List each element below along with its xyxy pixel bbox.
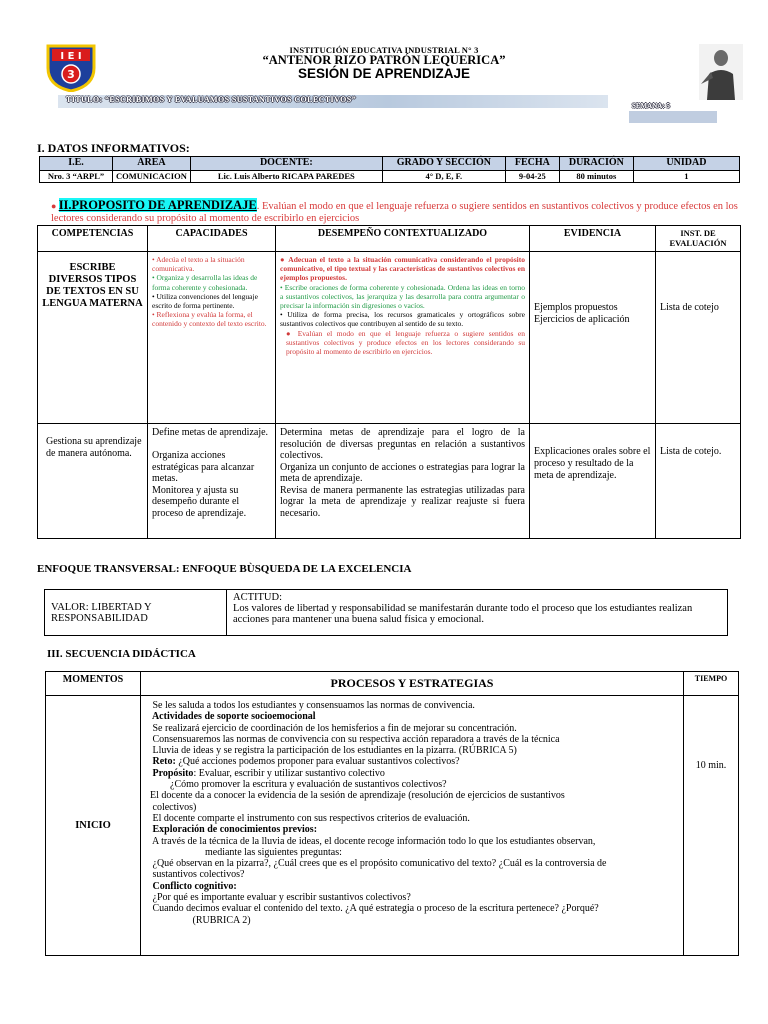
session-topic: TITULO: “ESCRIBIMOS Y EVALUAMOS SUSTANTIVOS COLECTIVOS” <box>66 95 356 104</box>
inicio-line: El docente da a conocer la evidencia de la sesión de aprendizaje (resolución de ejercicios de sustantivos <box>145 790 565 802</box>
capacidades-list <box>148 252 276 424</box>
desempeno-gestiona: Determina metas de aprendizaje para el logro de la resolución de diversas preguntas en relación a sustantivos colectivos. Organiza un conjunto de acciones o estrategias para lograr la meta de aprendizaje. Revisa de manera permanente las estrategias utilizadas para lograr la meta de aprendizaje y realizar reajuste si fuera necesario. <box>276 424 530 539</box>
col-evidencia: EVIDENCIA <box>530 226 656 252</box>
session-title: SESIÓN DE APRENDIZAJE <box>297 66 471 81</box>
inicio-line: (RUBRICA 2) <box>145 914 251 926</box>
cell-duracion: 80 minutos <box>559 171 633 183</box>
inicio-line: Se les saluda a todos los estudiantes y consensuamos las normas de convivencia. <box>145 700 475 711</box>
semana-box <box>629 111 717 123</box>
inicio-line: Conflicto cognitivo: <box>145 880 237 892</box>
cell-area: COMUNICACION <box>113 171 191 183</box>
desempeno-item: ● Adecuan el texto a la situación comunicativa considerando el propósito comunicativo, el tipo textual y las características de sustantivos colectivos en ejemplos propuestos. <box>280 255 525 283</box>
inicio-row <box>46 696 739 956</box>
capacidad-item: • Organiza y desarrolla las ideas de forma coherente y cohesionada. <box>152 273 258 292</box>
datos-header-row <box>40 157 740 171</box>
proposito-label: II.PROPOSITO DE APRENDIZAJE <box>58 198 257 212</box>
col-capacidades: CAPACIDADES <box>148 226 276 252</box>
capacidad-item: • Utiliza convenciones del lenguaje escrito de forma pertinente. <box>152 291 258 311</box>
inicio-line: sustantivos colectivos? <box>145 869 245 881</box>
inicio-line: colectivos) <box>145 801 197 813</box>
cell-fecha: 9-04-25 <box>505 171 559 183</box>
tiempo-inicio: 10 min. <box>684 696 739 956</box>
school-name: “ANTENOR RIZO PATRÓN LEQUERICA” <box>262 53 506 67</box>
col-tiempo: TIEMPO <box>684 672 739 696</box>
inicio-line: Cuando decimos evaluar el contenido del texto. ¿A qué estrategia o proceso de la escritura pertenece? ¿Porqué? <box>145 903 599 915</box>
competencias-header-row <box>38 226 741 252</box>
col-grado: GRADO Y SECCIÓN <box>382 157 505 171</box>
col-area: ÁREA <box>113 157 191 171</box>
instrumento-1: Lista de cotejo <box>656 252 741 424</box>
competencia-escribe: ESCRIBE DIVERSOS TIPOS DE TEXTOS EN SU LENGUA MATERNA <box>38 252 148 424</box>
inicio-line: El docente comparte el instrumento con sus respectivos criterios de evaluación. <box>145 812 470 824</box>
desempeno-list <box>276 252 530 424</box>
logo-number: 3 <box>67 68 75 81</box>
inicio-line: Propósito: Evaluar, escribir y utilizar sustantivo colectivo <box>152 767 385 779</box>
evidencia-2: Explicaciones orales sobre el proceso y resultado de la meta de aprendizaje. <box>530 424 656 539</box>
inicio-line: Se realizará ejercicio de coordinación de los hemisferios a fin de mejorar su concentración. <box>145 722 517 734</box>
secuencia-table <box>45 671 739 956</box>
inicio-line: Consensuaremos las normas de convivencia con su respectiva acción reparadora a través de la técnica <box>145 733 560 745</box>
valor: VALOR: LIBERTAD Y RESPONSABILIDAD <box>45 590 227 636</box>
momento-inicio: INICIO <box>46 696 141 956</box>
col-fecha: FECHA <box>505 157 559 171</box>
col-ie: I.E. <box>40 157 113 171</box>
inicio-line: ¿Cómo promover la escritura y evaluación de sustantivos colectivos? <box>145 779 447 791</box>
proposito-text: . Evalúan el modo en que el lenguaje refuerza o sugiere sentidos en sustantivos colectivos y produce efectos en los lectores considerando su propósito al momento de escribirlo en ejercicios <box>51 201 738 224</box>
inicio-line: mediante las siguientes preguntas: <box>145 846 342 858</box>
secuencia-heading: III. SECUENCIA DIDÁCTICA <box>47 648 196 660</box>
desempeno-item: ● Evalúan el modo en que el lenguaje refuerza o sugiere sentidos en sustantivos colectivos y produce efectos en los lectores considerando su propósito al momento de escribirlo en ejercicios. <box>286 328 525 357</box>
desempeno-item: • Utiliza de forma precisa, los recursos gramaticales y ortográficos sobre sustantivos colectivos que contribuyen al sentido de su texto. <box>280 310 525 329</box>
logo-text: I E I <box>60 51 82 62</box>
col-desempeno: DESEMPEÑO CONTEXTUALIZADO <box>276 226 530 252</box>
actitud-cell <box>227 590 728 636</box>
col-docente: DOCENTE: <box>190 157 382 171</box>
col-unidad: UNIDAD <box>633 157 739 171</box>
inicio-line: Exploración de conocimientos previos: <box>145 824 318 836</box>
instrumento-2: Lista de cotejo. <box>656 424 741 539</box>
competencias-table <box>37 225 741 539</box>
evidencia-1: Ejemplos propuestos Ejercicios de aplicación <box>530 252 656 424</box>
semana-label: SEMANA: 5 <box>632 102 670 110</box>
datos-heading: I. DATOS INFORMATIVOS: <box>37 141 190 155</box>
cell-grado: 4° D, E, F. <box>382 171 505 183</box>
cell-docente: Lic. Luis Alberto RICAPA PAREDES <box>190 171 382 183</box>
col-momentos: MOMENTOS <box>46 672 141 696</box>
col-instrumento: INST. DE EVALUACIÓN <box>656 226 741 252</box>
inicio-line: Lluvia de ideas y se registra la participación de los estudiantes en la pizarra. (RÚBRICA 5) <box>145 745 517 757</box>
competencia-gestiona: Gestiona su aprendizaje de manera autónoma. <box>38 424 148 539</box>
enfoque-row <box>45 590 728 636</box>
cell-unidad: 1 <box>633 171 739 183</box>
actitud-label: ACTITUD: <box>233 592 282 603</box>
inicio-line: ¿Por qué es importante evaluar y escribir sustantivos colectivos? <box>145 892 411 904</box>
enfoque-table <box>44 589 728 636</box>
inicio-procesos <box>141 696 684 956</box>
competencias-row-2 <box>38 424 741 539</box>
secuencia-header-row <box>46 672 739 696</box>
competencias-row-1 <box>38 252 741 424</box>
datos-table <box>39 156 740 183</box>
col-procesos: PROCESOS Y ESTRATEGIAS <box>141 672 684 696</box>
capacidad-item: • Reflexiona y evalúa la forma, el contenido y contexto del texto escrito. <box>152 310 267 329</box>
inicio-line: A través de la técnica de la lluvia de ideas, el docente recoge información todo lo que los estudiantes observan, <box>145 835 596 847</box>
inicio-line: Reto: ¿Qué acciones podemos proponer para evaluar sustantivos colectivos? <box>152 756 460 768</box>
desempeno-item: • Escribe oraciones de forma coherente y cohesionada. Ordena las ideas en torno a sustantivos colectivos, las jerarquiza y las desarrolla para contra argumentar o precisar la información sin digresiones o vacíos. <box>280 282 525 311</box>
enfoque-heading: ENFOQUE TRANSVERSAL: ENFOQUE BÙSQUEDA DE LA EXCELENCIA <box>37 563 412 575</box>
cell-ie: Nro. 3 “ARPL” <box>40 171 113 183</box>
capacidad-item: • Adecúa el texto a la situación comunicativa. <box>152 255 245 274</box>
inicio-line: Actividades de soporte socioemocional <box>145 711 316 723</box>
proposito: ● II.PROPOSITO DE APRENDIZAJE. Evalúan el modo en que el lenguaje refuerza o sugiere sentidos en sustantivos colectivos y produce efectos en los lectores considerando su propósito al momento de escribirlo en ejercicios <box>51 198 738 224</box>
actitud-text: Los valores de libertad y responsabilidad se manifestarán durante todo el proceso que los estudiantes realizan acciones para mantener una buena salud física y emocional. <box>233 603 693 625</box>
institution-name: INSTITUCIÓN EDUCATIVA INDUSTRIAL N° 3 <box>289 45 479 55</box>
col-competencias: COMPETENCIAS <box>38 226 148 252</box>
datos-row <box>40 171 740 183</box>
col-duracion: DURACIÓN <box>559 157 633 171</box>
inicio-line: ¿Qué observan en la pizarra?, ¿Cuál crees que es el propósito comunicativo del texto? ¿Cuál es la controversia de <box>145 858 607 870</box>
capacidades-gestiona: Define metas de aprendizaje. Organiza acciones estratégicas para alcanzar metas. Monitorea y ajusta su desempeño durante el proceso de aprendizaje. <box>148 424 276 539</box>
